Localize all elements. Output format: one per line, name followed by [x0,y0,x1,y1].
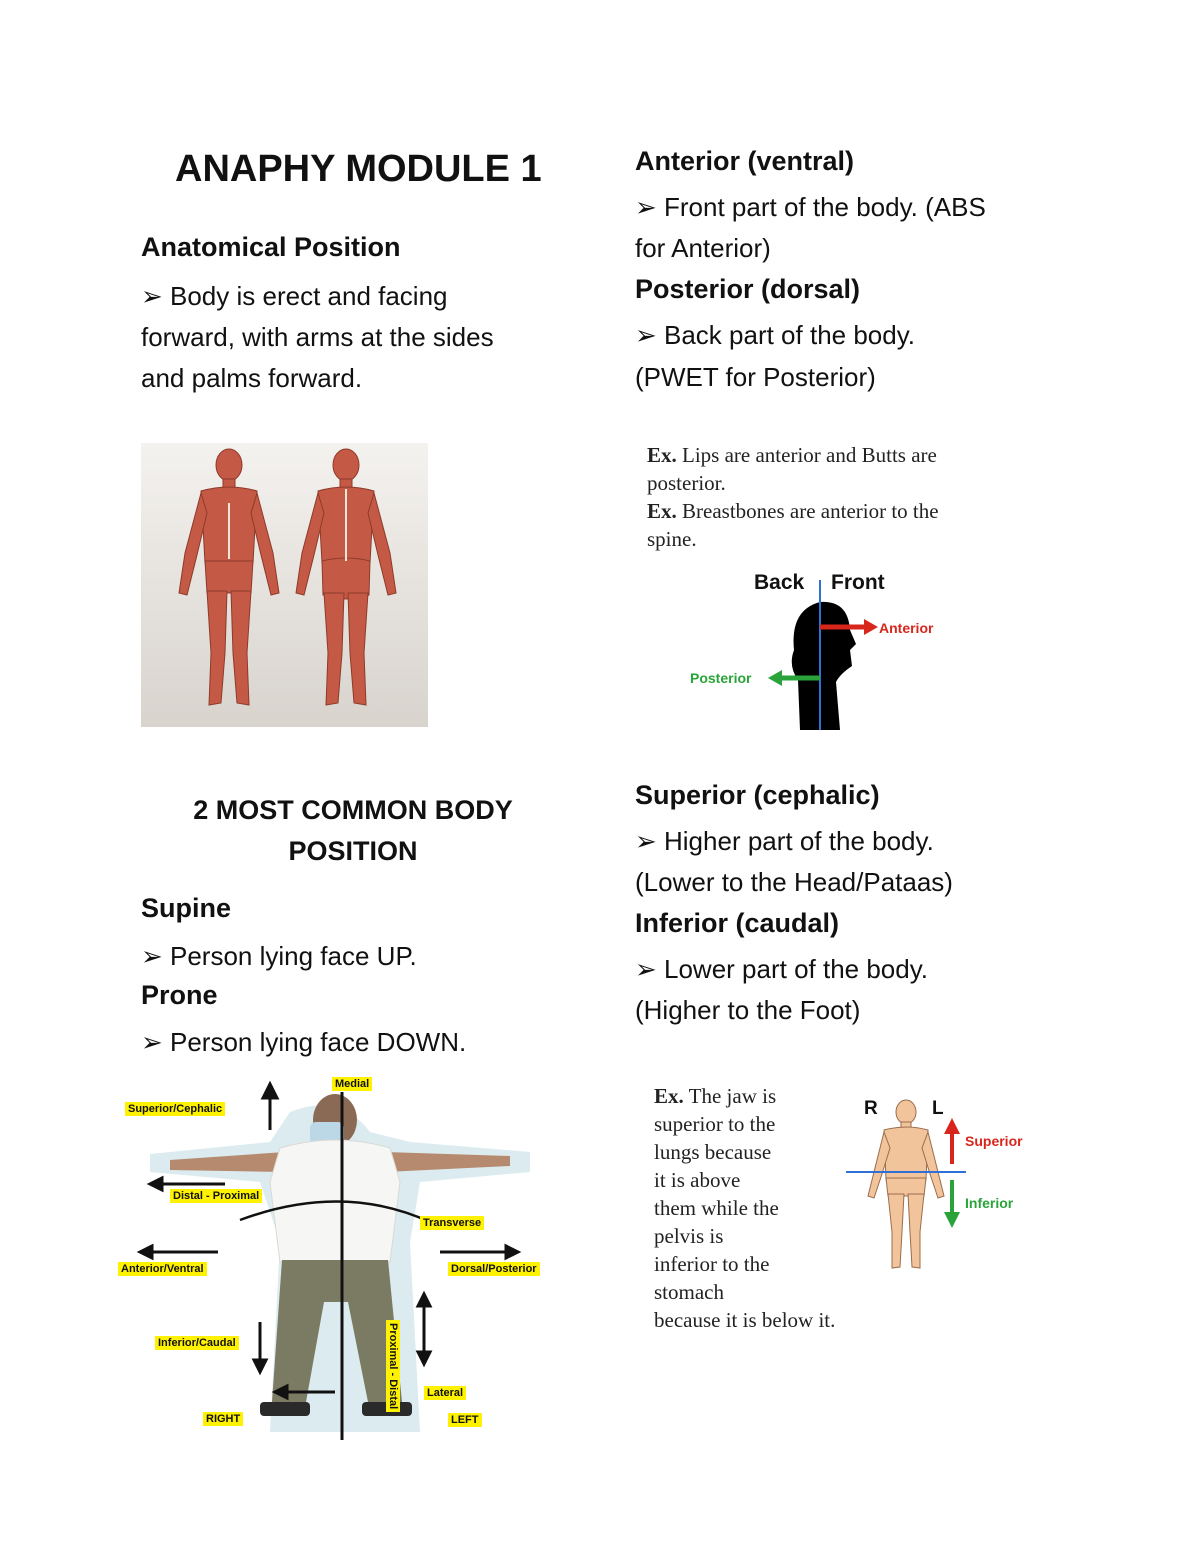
posterior-heading: Posterior (dorsal) [635,274,861,304]
label-superior: Superior [965,1133,1023,1149]
anatomical-position-heading: Anatomical Position [141,232,401,262]
prone-heading: Prone [141,980,218,1010]
example1-line4: spine. [647,527,697,551]
superior-line2: (Lower to the Head/Pataas) [635,867,953,897]
example1-line1: Lips are anterior and Butts are [676,443,937,467]
anatomical-bullet: ➢ Body is erect and facing [141,281,448,311]
example2-line1: The jaw is [683,1084,777,1108]
example2-line6: pelvis is [654,1224,724,1248]
label-medial: Medial [332,1077,372,1091]
anatomical-line2: forward, with arms at the sides [141,322,494,352]
prone-bullet: ➢ Person lying face DOWN. [141,1027,467,1057]
anterior-heading: Anterior (ventral) [635,146,855,176]
anterior-posterior-diagram [680,570,960,730]
label-dorsal-posterior: Dorsal/Posterior [448,1262,540,1276]
page-title: ANAPHY MODULE 1 [175,148,542,190]
label-l: L [932,1098,944,1119]
inferior-heading: Inferior (caudal) [635,908,840,938]
superior-heading: Superior (cephalic) [635,780,880,810]
superior-inferior-diagram [840,1092,1040,1277]
example2-line2: superior to the [654,1112,776,1136]
label-r: R [864,1098,878,1119]
muscle-anatomy-image [141,443,428,727]
posterior-bullet: ➢ Back part of the body. [635,320,916,350]
example1-line2: posterior. [647,471,726,495]
label-back: Back [754,571,805,594]
label-distal-proximal: Distal - Proximal [170,1189,262,1203]
body-position-heading-line1: 2 MOST COMMON BODY [193,795,513,825]
ex-label: Ex. [647,443,677,467]
example2-line7: inferior to the [654,1252,770,1276]
example2-line9: because it is below it. [654,1308,836,1332]
example2-line5: them while the [654,1196,779,1220]
inferior-line2: (Higher to the Foot) [635,995,861,1025]
anterior-bullet: ➢ Front part of the body. (ABS [635,192,986,222]
anatomical-line3: and palms forward. [141,363,363,393]
label-proximal-distal: Proximal - Distal [386,1320,400,1412]
supine-heading: Supine [141,893,232,923]
example-anterior-posterior [647,441,1017,553]
anterior-line2: for Anterior) [635,233,771,263]
label-anterior: Anterior [879,620,934,636]
example2-line8: stomach [654,1280,724,1304]
example1-line3: Breastbones are anterior to the [676,499,939,523]
ex-label-2: Ex. [647,499,677,523]
example2-line3: lungs because [654,1140,772,1164]
posterior-line2: (PWET for Posterior) [635,362,876,392]
label-inferior: Inferior [965,1195,1014,1211]
label-left: LEFT [448,1413,482,1427]
label-superior-cephalic: Superior/Cephalic [125,1102,225,1116]
label-lateral: Lateral [424,1386,466,1400]
label-transverse: Transverse [420,1216,484,1230]
label-anterior-ventral: Anterior/Ventral [118,1262,207,1276]
directional-terms-diagram [110,1072,560,1440]
body-position-heading-line2: POSITION [288,836,418,866]
label-front: Front [831,571,885,594]
superior-bullet: ➢ Higher part of the body. [635,826,934,856]
label-posterior: Posterior [690,670,752,686]
ex-label-3: Ex. [654,1084,684,1108]
label-inferior-caudal: Inferior/Caudal [155,1336,239,1350]
example2-line4: it is above [654,1168,741,1192]
label-right: RIGHT [203,1412,243,1426]
inferior-bullet: ➢ Lower part of the body. [635,954,929,984]
supine-bullet: ➢ Person lying face UP. [141,941,417,971]
